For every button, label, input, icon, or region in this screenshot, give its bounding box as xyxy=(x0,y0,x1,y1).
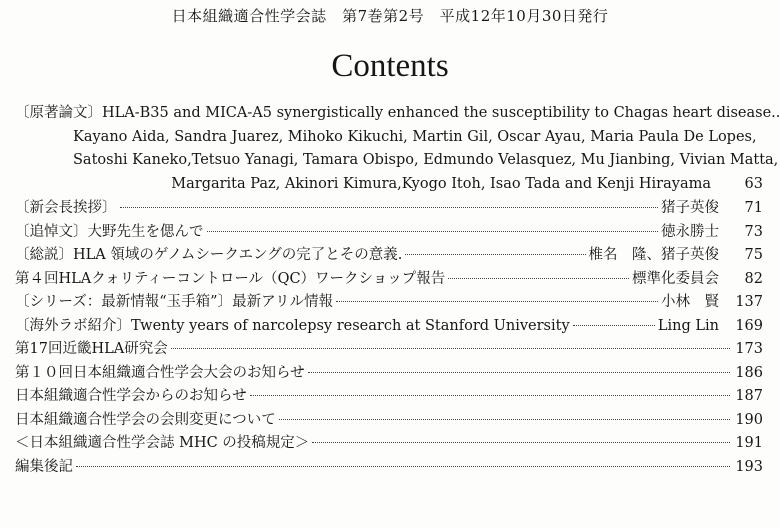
toc-entry-title: 〔追悼文〕大野先生を偲んで xyxy=(15,223,204,240)
toc-entry xyxy=(15,243,763,267)
toc-entry-title: 〔総説〕HLA 領域のゲノムシークエングの完了とその意義. xyxy=(15,247,403,263)
toc-page-number: 169 xyxy=(735,317,763,334)
dot-leader xyxy=(336,301,658,302)
toc-page-number: 63 xyxy=(744,175,763,192)
toc-page-number: 191 xyxy=(735,435,763,451)
dot-leader xyxy=(171,348,730,349)
toc-entry-author: 小林 賢 xyxy=(661,294,719,310)
dot-leader xyxy=(279,419,730,420)
toc-page-number: 137 xyxy=(735,294,763,310)
toc-entry-author: 猪子英俊 xyxy=(661,200,719,216)
toc-entry-title: 編集後記 xyxy=(15,458,73,475)
author-line: Satoshi Kaneko,Tetsuo Yanagi, Tamara Obispo, Edmundo Velasquez, Mu Jianbing, Vivian Matta, xyxy=(73,152,779,168)
toc-page-number: 82 xyxy=(744,270,763,287)
toc-entry xyxy=(15,267,763,291)
toc-entry xyxy=(15,220,763,244)
toc-entry-author: 椎名 隆、猪子英俊 xyxy=(588,247,719,263)
toc-page-number: 187 xyxy=(735,388,763,404)
toc-entry-author: 標準化委員会 xyxy=(632,270,719,287)
toc-entry xyxy=(15,384,763,408)
toc-page-number: 173 xyxy=(735,341,763,357)
toc-entry xyxy=(15,361,763,385)
toc-page-number: 190 xyxy=(735,411,763,428)
dot-leader xyxy=(207,231,659,232)
toc-entry xyxy=(15,337,763,361)
page-title: Contents xyxy=(331,48,449,84)
author-line: Kayano Aida, Sandra Juarez, Mihoko Kikuchi, Martin Gil, Oscar Ayau, Maria Paula De Lopes, xyxy=(73,128,757,145)
table-of-contents xyxy=(15,102,780,478)
toc-page-number: 71 xyxy=(744,200,763,216)
toc-entry-title: 第４回HLAクォリティーコントロール（QC）ワークショップ報告 xyxy=(15,270,446,287)
toc-entry xyxy=(15,314,763,338)
toc-entry-title: 日本組織適合性学会からのお知らせ xyxy=(15,388,247,404)
toc-entry-title: 〔シリーズ：最新情報“玉手箱”〕最新アリル情報 xyxy=(15,294,334,310)
toc-entry xyxy=(15,455,763,479)
toc-entry-list xyxy=(15,196,763,478)
dot-leader xyxy=(448,278,629,279)
toc-entry xyxy=(15,290,763,314)
toc-entry xyxy=(15,408,763,432)
toc-entry-title: 第１０回日本組織適合性学会大会のお知らせ xyxy=(15,364,305,381)
toc-entry-title: 〔海外ラボ紹介〕Twenty years of narcolepsy research at Stanford University xyxy=(15,317,570,334)
toc-entry-title: 〔新会長挨拶〕 xyxy=(15,200,117,216)
dot-leader xyxy=(120,207,659,208)
dot-leader xyxy=(308,372,730,373)
toc-entry-title: 第17回近畿HLA研究会 xyxy=(15,341,168,357)
toc-entry-author: Ling Lin xyxy=(657,317,719,334)
toc-page-number: 193 xyxy=(735,458,763,475)
toc-page-number: 73 xyxy=(744,223,763,240)
journal-header: 日本組織適合性学会誌 第7巻第2号 平成12年10月30日発行 xyxy=(171,7,609,25)
toc-entry-author: 徳永勝士 xyxy=(661,223,719,240)
dot-leader xyxy=(250,395,730,396)
toc-entry xyxy=(15,431,763,455)
toc-entry-authors xyxy=(15,126,779,197)
author-line: Margarita Paz, Akinori Kimura,Kyogo Itoh, Isao Tada and Kenji Hirayama xyxy=(171,175,711,192)
toc-entry-title: ＜日本組織適合性学会誌 MHC の投稿規定＞ xyxy=(15,435,310,451)
toc-entry-title: 日本組織適合性学会の会則変更について xyxy=(15,411,276,428)
dot-leader xyxy=(573,325,655,326)
toc-page-number: 186 xyxy=(735,364,763,381)
toc-entry xyxy=(15,196,763,220)
toc-page-number: 75 xyxy=(744,247,763,263)
toc-entry-title: 〔原著論文〕HLA-B35 and MICA-A5 synergistically enhanced the susceptibility to Chagas heart disease.. xyxy=(15,105,780,121)
toc-entry-original-article xyxy=(15,102,780,196)
dot-leader xyxy=(76,466,730,467)
dot-leader xyxy=(312,442,730,443)
dot-leader xyxy=(405,254,585,255)
